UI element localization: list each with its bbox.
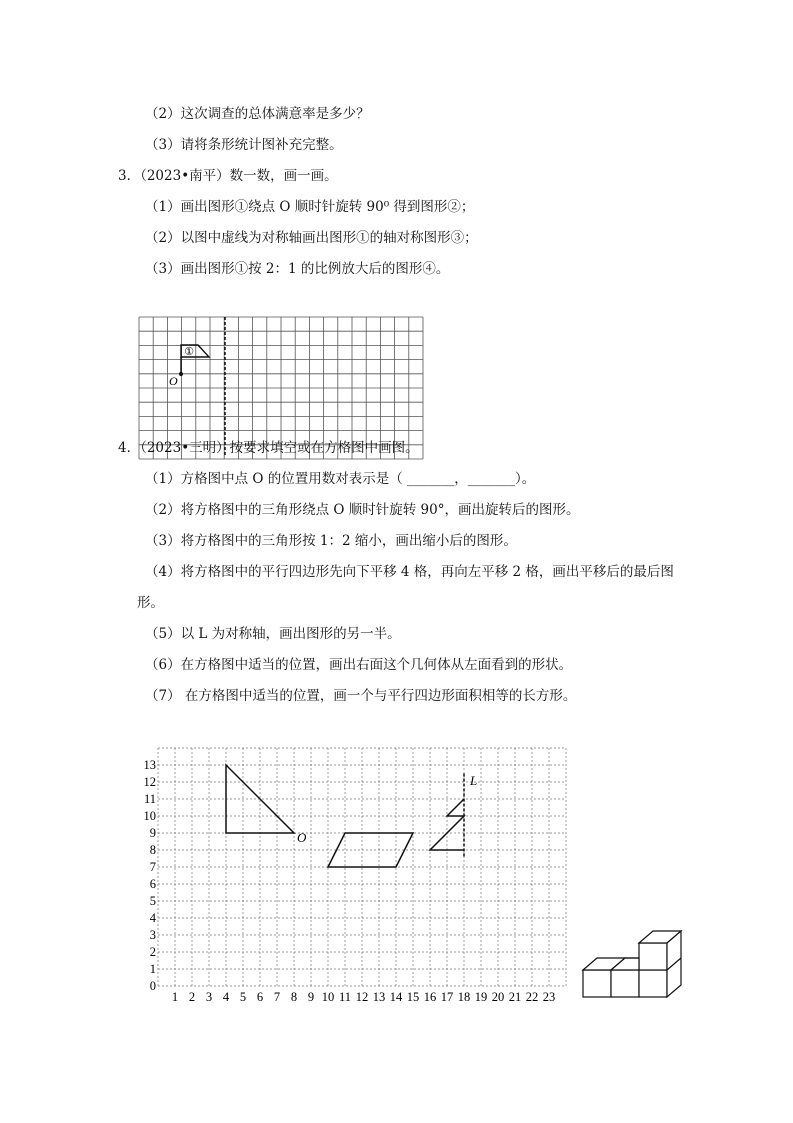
q4-y-tick-label: 10 bbox=[143, 809, 156, 823]
q2-sub3: （3）请将条形统计图补充完整。 bbox=[145, 137, 343, 153]
q4-x-tick-label: 12 bbox=[355, 990, 369, 1004]
q4-x-tick-label: 6 bbox=[256, 990, 264, 1004]
q4-grid-figure bbox=[130, 740, 585, 1005]
q4-y-tick-label: 2 bbox=[149, 945, 156, 959]
q4-x-tick-label: 22 bbox=[525, 990, 539, 1004]
q4-y-tick-label: 12 bbox=[143, 775, 156, 789]
q4-x-tick-label: 21 bbox=[508, 990, 522, 1004]
q4-x-tick-label: 5 bbox=[239, 990, 247, 1004]
q4-y-tick-label: 8 bbox=[149, 843, 156, 857]
q4-sub5: （5）以 L 为对称轴，画出图形的另一半。 bbox=[145, 626, 401, 642]
q3-point-o-dot bbox=[179, 372, 183, 376]
q4-axis-l-label: L bbox=[470, 773, 478, 788]
q3-sub3: （3）画出图形①按 2：1 的比例放大后的图形④。 bbox=[145, 261, 450, 277]
q4-x-tick-label: 15 bbox=[406, 990, 420, 1004]
q4-y-tick-label: 4 bbox=[149, 911, 156, 925]
q4-x-tick-label: 17 bbox=[440, 990, 454, 1004]
q4-y-tick-label: 11 bbox=[143, 792, 156, 806]
q4-y-tick-label: 3 bbox=[149, 928, 156, 942]
q4-y-tick-label: 13 bbox=[143, 758, 156, 772]
q3-shape-label: ① bbox=[184, 345, 194, 358]
q3-grid-figure bbox=[137, 315, 429, 460]
q4-x-tick-label: 11 bbox=[338, 990, 352, 1004]
q4-y-tick-label: 6 bbox=[149, 877, 156, 891]
q4-y-tick-label: 9 bbox=[149, 826, 156, 840]
q3-sub2: （2）以图中虚线为对称轴画出图形①的轴对称图形③； bbox=[145, 230, 478, 246]
q4-x-tick-label: 3 bbox=[205, 990, 213, 1004]
q4-x-tick-label: 2 bbox=[188, 990, 196, 1004]
q3-point-o-label: O bbox=[169, 374, 178, 388]
q3-header: 3．（2023•南平）数一数，画一画。 bbox=[118, 168, 338, 184]
q4-x-tick-label: 20 bbox=[491, 990, 505, 1004]
q4-y-tick-label: 7 bbox=[149, 860, 156, 874]
q4-x-tick-label: 10 bbox=[321, 990, 335, 1004]
q4-x-tick-label: 8 bbox=[290, 990, 298, 1004]
q4-y-tick-label: 0 bbox=[149, 979, 156, 993]
q3-grid bbox=[139, 317, 423, 459]
q4-x-tick-label: 4 bbox=[222, 990, 230, 1004]
q4-x-tick-label: 23 bbox=[542, 990, 556, 1004]
q4-x-tick-label: 13 bbox=[372, 990, 386, 1004]
q4-y-axis-ticks bbox=[144, 758, 157, 993]
q4-sub6: （6）在方格图中适当的位置，画出右面这个几何体从左面看到的形状。 bbox=[145, 657, 573, 673]
q4-y-tick-label: 5 bbox=[149, 894, 156, 908]
q4-header: 4．（2023•三明）按要求填空或在方格图中画图。 bbox=[118, 440, 419, 456]
q4-y-tick-label: 1 bbox=[149, 962, 156, 976]
q2-sub2: （2）这次调查的总体满意率是多少？ bbox=[145, 106, 370, 122]
q4-x-tick-label: 7 bbox=[273, 990, 281, 1004]
cube-solid-figure bbox=[580, 925, 685, 1000]
q4-x-tick-label: 1 bbox=[171, 990, 179, 1004]
q4-x-tick-label: 14 bbox=[389, 990, 403, 1004]
q4-sub4-line2: 形。 bbox=[137, 595, 164, 611]
q4-x-axis-ticks bbox=[172, 990, 555, 1004]
q3-sub1: （1）画出图形①绕点 O 顺时针旋转 90⁰ 得到图形②； bbox=[145, 199, 475, 215]
q4-x-tick-label: 16 bbox=[423, 990, 437, 1004]
q4-x-tick-label: 19 bbox=[474, 990, 488, 1004]
q4-sub3: （3）将方格图中的三角形按 1：2 缩小，画出缩小后的图形。 bbox=[145, 533, 517, 549]
q4-sub2: （2）将方格图中的三角形绕点 O 顺时针旋转 90°，画出旋转后的图形。 bbox=[145, 502, 580, 518]
q4-x-tick-label: 9 bbox=[307, 990, 315, 1004]
q4-sub4-line1: （4）将方格图中的平行四边形先向下平移 4 格，再向左平移 2 格，画出平移后的最后图 bbox=[145, 564, 674, 580]
q4-x-tick-label: 18 bbox=[457, 990, 471, 1004]
q4-sub7: （7） 在方格图中适当的位置，画一个与平行四边形面积相等的长方形。 bbox=[145, 688, 577, 704]
q4-sub1: （1）方格图中点 O 的位置用数对表示是（ _______，_______）。 bbox=[145, 471, 536, 487]
q4-point-o-label: O bbox=[297, 830, 307, 845]
